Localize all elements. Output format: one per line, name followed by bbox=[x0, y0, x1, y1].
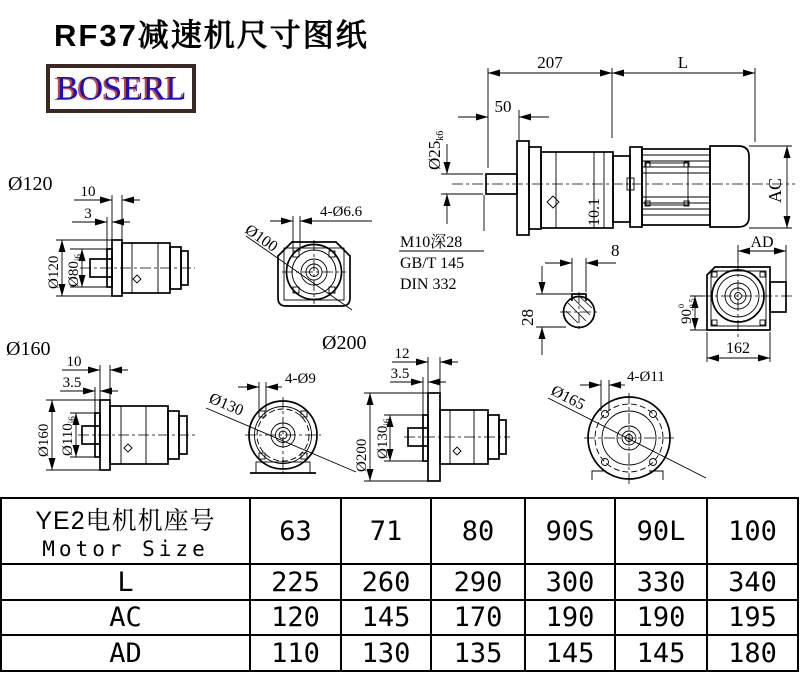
dim-90-label: $90^0$ -0.5 bbox=[677, 298, 697, 324]
oil-plug-symbol bbox=[547, 196, 559, 208]
flange-front-165 bbox=[548, 369, 706, 484]
AD-80: 135 bbox=[431, 635, 525, 671]
view-label-160: Ø160 bbox=[6, 338, 51, 360]
AD-90S: 145 bbox=[525, 635, 615, 671]
dim-f160-depth-label: 10 bbox=[66, 354, 82, 370]
table-header-row bbox=[1, 498, 798, 564]
note-gbt: GB/T 145 bbox=[400, 255, 465, 272]
dim-f160-spigot-label: Ø110j6 bbox=[60, 416, 77, 456]
page-title: RF37减速机尺寸图纸 bbox=[54, 18, 369, 53]
motor-size-71: 71 bbox=[341, 498, 431, 564]
AC-80: 170 bbox=[431, 600, 525, 635]
L-100: 340 bbox=[707, 564, 798, 600]
dim-f200-outer-label: Ø200 bbox=[354, 438, 370, 472]
dim-key-width-label: 8 bbox=[611, 241, 620, 260]
motor-size-90S: 90S bbox=[525, 498, 615, 564]
motor-size-label-en: Motor Size bbox=[42, 537, 209, 561]
dimension-table bbox=[0, 497, 799, 672]
AD-100: 180 bbox=[707, 635, 798, 671]
dim-AD-label: AD bbox=[750, 234, 774, 251]
AC-71: 145 bbox=[341, 600, 431, 635]
table-row-AD bbox=[1, 635, 798, 671]
note-thread: M10深28 bbox=[400, 234, 463, 251]
motor-size-label-cn: YE2电机机座号 bbox=[35, 507, 216, 535]
note-din: DIN 332 bbox=[400, 276, 457, 293]
flange-front-130 bbox=[206, 371, 356, 475]
dim-f100-holes-label: 4-Ø6.6 bbox=[320, 204, 363, 220]
brand-logo-text: BOSERL bbox=[56, 70, 187, 107]
AC-90L: 190 bbox=[615, 600, 707, 635]
flange-view-160-side bbox=[6, 338, 195, 470]
dim-f120-depth-label: 10 bbox=[80, 184, 96, 200]
row-label-AC: AC bbox=[1, 600, 250, 635]
shaft-key-section bbox=[518, 241, 620, 355]
main-assembly-view bbox=[399, 53, 795, 293]
table-row-AC bbox=[1, 600, 798, 635]
motor-size-63: 63 bbox=[250, 498, 341, 564]
dim-f100-boltcircle-label: Ø100 bbox=[241, 221, 281, 256]
L-63: 225 bbox=[250, 564, 341, 600]
dim-f160-outer-label: Ø160 bbox=[36, 423, 52, 457]
AC-100: 195 bbox=[707, 600, 798, 635]
dim-50-label: 50 bbox=[494, 97, 512, 116]
dim-L-label: L bbox=[677, 53, 689, 72]
dim-shaft-dia-label: Ø25k6 bbox=[425, 130, 446, 170]
flange-view-200-side bbox=[322, 332, 510, 481]
L-80: 290 bbox=[431, 564, 525, 600]
AC-90S: 190 bbox=[525, 600, 615, 635]
L-90L: 330 bbox=[615, 564, 707, 600]
motor-rear-view bbox=[677, 234, 793, 362]
dim-AC-label: AC bbox=[765, 177, 785, 203]
dim-162-label: 162 bbox=[726, 340, 750, 357]
dim-f200-depth-label: 12 bbox=[394, 346, 410, 362]
dim-207-label: 207 bbox=[537, 53, 563, 72]
AD-90L: 145 bbox=[615, 635, 707, 671]
motor-size-80: 80 bbox=[431, 498, 525, 564]
dim-101-label: 10.1 bbox=[586, 198, 603, 226]
AD-71: 130 bbox=[341, 635, 431, 671]
view-label-120: Ø120 bbox=[8, 173, 53, 195]
L-71: 260 bbox=[341, 564, 431, 600]
dim-f165-holes-label: 4-Ø11 bbox=[627, 369, 665, 385]
row-label-L: L bbox=[1, 564, 250, 600]
motor-size-100: 100 bbox=[707, 498, 798, 564]
dim-f160-gap-label: 3.5 bbox=[62, 375, 82, 391]
dim-f120-outer-label: Ø120 bbox=[46, 255, 62, 289]
AC-63: 120 bbox=[250, 600, 341, 635]
dim-f130-boltcircle-label: Ø130 bbox=[206, 390, 246, 420]
flange-view-120-side bbox=[8, 173, 195, 296]
dim-f130-holes-label: 4-Ø9 bbox=[285, 371, 316, 387]
motor-size-90L: 90L bbox=[615, 498, 707, 564]
table-row-L bbox=[1, 564, 798, 600]
table-header-motor-size bbox=[1, 498, 250, 564]
dim-f200-gap-label: 3.5 bbox=[390, 366, 410, 382]
L-90S: 300 bbox=[525, 564, 615, 600]
dim-f120-gap-label: 3 bbox=[84, 206, 92, 222]
dim-f120-spigot-label: Ø80j6 bbox=[66, 254, 83, 287]
view-label-200: Ø200 bbox=[322, 332, 367, 354]
row-label-AD: AD bbox=[1, 635, 250, 671]
dim-f165-boltcircle-label: Ø165 bbox=[548, 382, 588, 414]
dim-f200-spigot-label: Ø130j6 bbox=[375, 418, 392, 459]
flange-front-100 bbox=[242, 204, 372, 310]
AD-63: 110 bbox=[250, 635, 341, 671]
brand-logo bbox=[46, 64, 196, 113]
dim-key-height-label: 28 bbox=[518, 309, 537, 326]
